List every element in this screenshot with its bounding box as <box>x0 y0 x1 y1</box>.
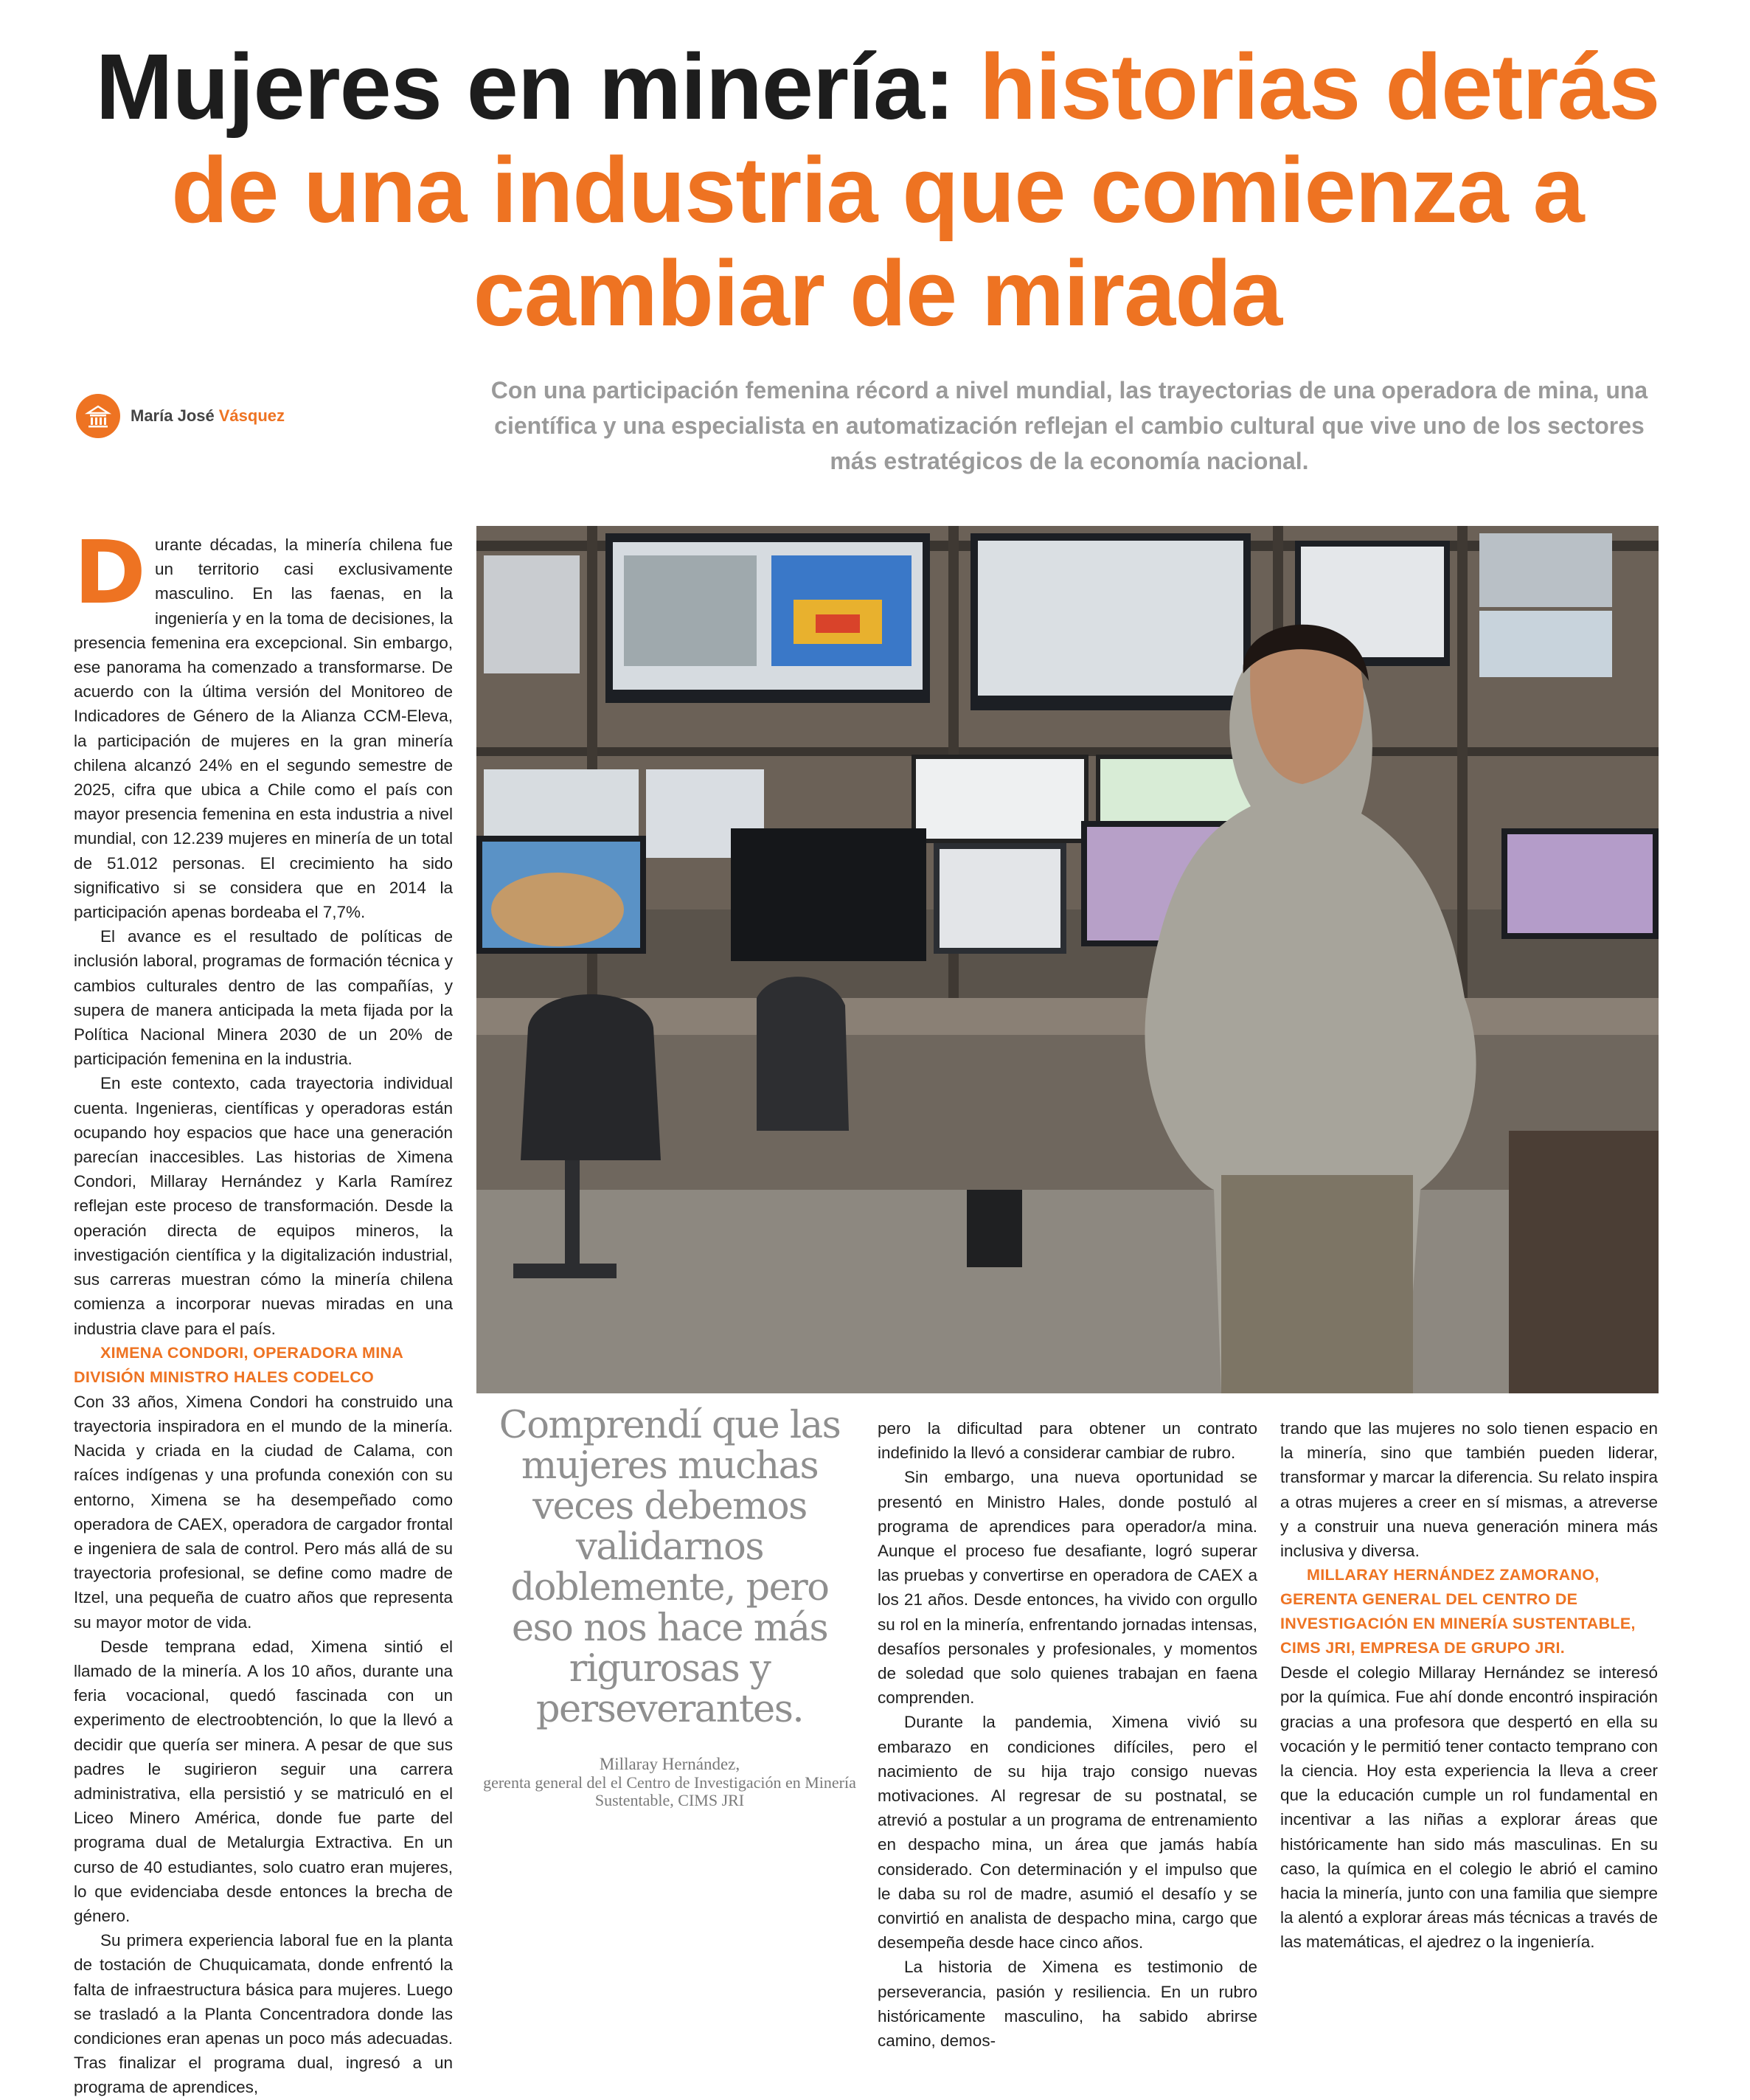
author-name <box>131 406 285 426</box>
section1-paragraph-3: Su primera experiencia laboral fue en la planta de tostación de Chuquicamata, donde enfrentó la falta de infraestructura básica para mujeres. Luego se trasladó a la Planta Concentradora donde las condiciones eran apenas un poco más adecuadas. Tras finalizar el programa dual, ingresó a un programa de aprendices, <box>74 1931 453 2097</box>
section1-paragraph-7: La historia de Ximena es testimonio de perseverancia, pasión y resiliencia. En un rubro históricamente masculino, ha sabido abrirse camino, demos- <box>878 1958 1257 2051</box>
section1-paragraph-6: Durante la pandemia, Ximena vivió su embarazo en condiciones difíciles, pero el nacimiento de su hija trajo consigo nuevas motivaciones. Al regresar de su postnatal, se atrevió a postular a un programa de entrenamiento en despacho mina, un área que jamás había considerado. Con determinación y el impulso que le daba su rol de madre, asumió el desafío y se convirtió en analista de despacho mina, cargo que desempeña desde hace cinco años. <box>878 1713 1257 1952</box>
feature-photo <box>476 526 1659 1393</box>
building-logo-icon <box>76 394 120 438</box>
column-1 <box>74 521 453 2100</box>
headline-dark: Mujeres en minería: <box>95 35 955 139</box>
deck-summary: Con una participación femenina récord a nivel mundial, las trayectorias de una operadora de mina, una científica y una especialista en automatización reflejan el cambio cultural que vive uno de los sectores más estratégicos de la economía nacional. <box>490 377 1648 474</box>
section1-paragraph-4: pero la dificultad para obtener un contrato indefinido la llevó a considerar cambiar de rubro. <box>878 1419 1257 1463</box>
headline-orange: historias detrás de una industria que comienza a cambiar de mirada <box>171 35 1660 345</box>
intro-first-text: urante décadas, la minería chilena fue un territorio casi exclusivamente masculino. En las faenas, en la ingeniería y en la toma de decisiones, la presencia femenina era excepcional. Sin embargo, ese panorama ha comenzado a transformarse. De acuerdo con la última versión del Monitoreo de Indicadores de Género de la Alianza CCM-Eleva, la participación de mujeres en la gran minería chilena alcanzó 24% en el segundo semestre de 2025, cifra que ubica a Chile como el país con mayor presencia femenina en esta industria a nivel mundial, con 12.239 mujeres en minería de un total de 51.012 personas. El crecimiento ha sido significativo si se considera que en 2014 la participación apenas bordeaba el 7,7%. <box>74 536 453 922</box>
intro-paragraph-2: El avance es el resultado de políticas de inclusión laboral, programas de formación técnica y cambios culturales dentro de las compañías, y supera de manera anticipada la meta fijada por la Política Nacional Minera 2030 de un 20% de participación femenina en la industria. <box>74 927 453 1069</box>
column-3 <box>878 1416 1257 2053</box>
pull-quote-text: Comprendí que las mujeres muchas veces debemos validarnos doblemente, pero eso nos hace más rigurosas y perseverantes. <box>499 1404 841 1731</box>
byline <box>76 394 285 438</box>
pull-quote-attribution-role: gerenta general del el Centro de Investigación en Minería Sustentable, CIMS JRI <box>483 1773 856 1809</box>
pull-quote <box>478 1405 861 1809</box>
section1-paragraph-8: trando que las mujeres no solo tienen espacio en la minería, sino que también pueden liderar, transformar y marcar la diferencia. Su relato inspira a otras mujeres a creer en sí mismas, a atreverse y a construir una nueva generación minera más inclusiva y diversa. <box>1280 1419 1658 1561</box>
control-room-illustration <box>476 526 1659 1393</box>
section2-subhead: MILLARAY HERNÁNDEZ ZAMORANO, GERENTA GENERAL DEL CENTRO DE INVESTIGACIÓN EN MINERÍA SUSTENTABLE, CIMS JRI, EMPRESA DE GRUPO JRI. <box>1280 1566 1636 1657</box>
author-last-name: Vásquez <box>218 406 285 425</box>
section2-paragraph-1: Desde el colegio Millaray Hernández se interesó por la química. Fue ahí donde encontró inspiración gracias a una profesora que despertó en ella su vocación y le permitió tener contacto temprano con la ciencia. Hoy esta experiencia la lleva a creer que la educación cumple un rol fundamental en incentivar a las niñas a explorar áreas que históricamente han sido más masculinas. En su caso, la química en el colegio le abrió el camino hacia la minería, junto con una familia que siempre la alentó a explorar áreas más técnicas a través de las matemáticas, el ajedrez o la ingeniería. <box>1280 1663 1658 1952</box>
column-4 <box>1280 1416 1658 1955</box>
author-first-name: María José <box>131 406 215 425</box>
intro-paragraph-3: En este contexto, cada trayectoria individual cuenta. Ingenieras, científicas y operadoras están ocupando hoy espacios que hace una generación parecían inaccesibles. Las historias de Ximena Condori, Millaray Hernández y Karla Ramírez reflejan este proceso de transformación. Desde la operación directa de equipos mineros, la investigación científica y la digitalización industrial, sus carreras muestran cómo la minería chilena comienza a incorporar nuevas miradas en una industria clave para el país. <box>74 1074 453 1338</box>
drop-cap: D <box>74 521 146 623</box>
intro-paragraph-1 <box>74 521 453 924</box>
section1-paragraph-1: Con 33 años, Ximena Condori ha construido una trayectoria inspiradora en el mundo de la minería. Nacida y criada en la ciudad de Calama, con raíces indígenas y una profunda conexión con su entorno, Ximena se ha desempeñado como operadora de CAEX, operadora de cargador frontal e ingeniera de sala de control. Pero más allá de su trayectoria profesional, se define como madre de Itzel, una pequeña de cuatro años que representa su mayor motor de vida. <box>74 1392 453 1632</box>
pull-quote-attribution-name: Millaray Hernández, <box>599 1755 740 1773</box>
headline <box>66 35 1689 345</box>
section1-paragraph-5: Sin embargo, una nueva oportunidad se presentó en Ministro Hales, donde postuló al programa de aprendices para operador/a mina. Aunque el proceso fue desafiante, logró superar las pruebas y convertirse en operadora de CAEX a los 21 años. Desde entonces, ha vivido con orgullo su rol en la minería, enfrentando jornadas intensas, desafíos personales y profesionales, y momentos de soledad que solo quienes trabajan en faena comprenden. <box>878 1468 1257 1708</box>
section1-paragraph-2: Desde temprana edad, Ximena sintió el llamado de la minería. A los 10 años, durante una feria vocacional, quedó fascinada con un experimento de electroobtención, lo que la llevó a decidir que quería ser minera. A pesar de que sus padres le sugirieron seguir una carrera administrativa, ella persistió y se matriculó en el Liceo Minero América, donde fue parte del programa dual de Metalurgia Extractiva. En un curso de 40 estudiantes, solo cuatro eran mujeres, lo que evidenciaba desde entonces la brecha de género. <box>74 1637 453 1925</box>
section1-subhead: XIMENA CONDORI, OPERADORA MINA DIVISIÓN MINISTRO HALES CODELCO <box>74 1343 403 1386</box>
